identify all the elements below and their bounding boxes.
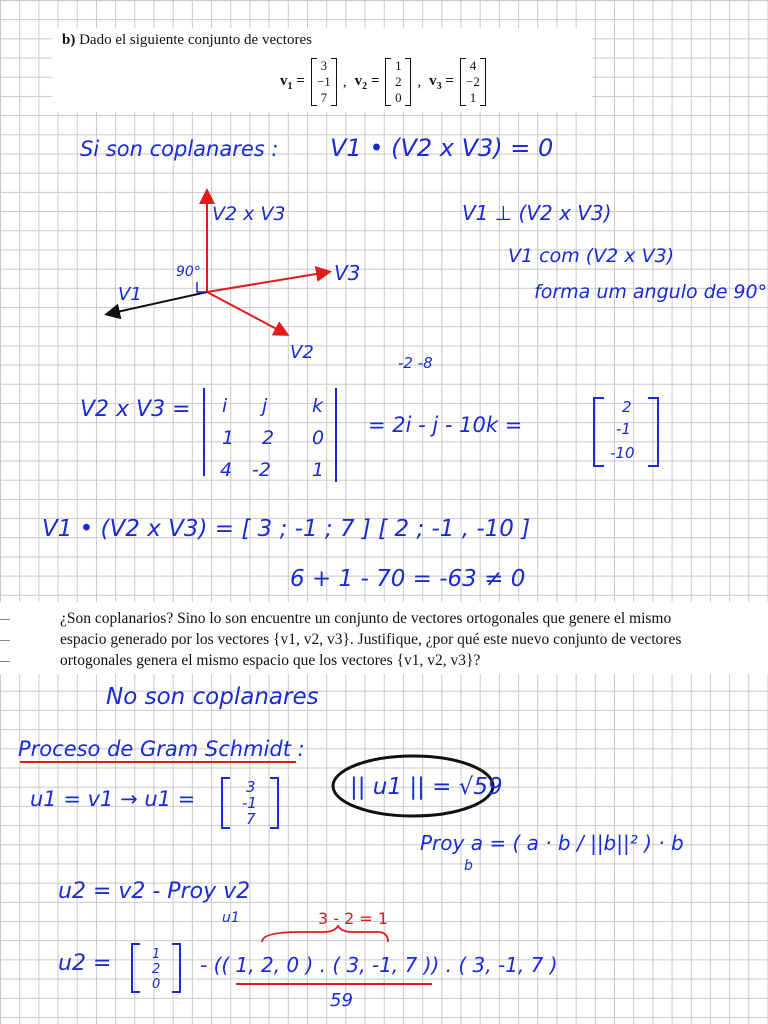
- svg-text:2: 2: [622, 398, 632, 416]
- svg-text:1: 1: [312, 459, 325, 481]
- dot-product-line: V1 • (V2 x V3) = [ 3 ; -1 ; 7 ] [ 2 ; -1 , -10 ]: [42, 516, 531, 542]
- u2-equation-rhs: - (( 1, 2, 0 ) . ( 3, -1, 7 )) . ( 3, -1, 7 ): [200, 953, 558, 977]
- v2-arrow: [207, 292, 286, 334]
- perp-statement-3: forma um angulo de 90°: [534, 281, 768, 303]
- svg-text:-1: -1: [616, 420, 631, 438]
- svg-text:i: i: [222, 395, 228, 417]
- u1-norm: || u1 || = √59: [350, 774, 503, 800]
- svg-text:2: 2: [152, 962, 161, 977]
- vector-diagram: [108, 192, 360, 363]
- v1-label: $v_1$ =: [280, 72, 305, 92]
- svg-text:7: 7: [246, 810, 256, 828]
- v3-arrow: [207, 272, 328, 292]
- problem-label: b): [62, 32, 76, 48]
- perp-statement-1: V1 ⊥ (V2 x V3): [462, 201, 612, 225]
- svg-text:0: 0: [152, 977, 161, 992]
- scratch-numbers: -2 -8: [398, 354, 433, 372]
- svg-text:1: 1: [152, 947, 161, 962]
- svg-text:-2: -2: [252, 459, 271, 481]
- question-line-1: ¿Son coplanarios? Sino lo son encuentre un conjunto de vectores ortogonales que genere el mismo: [60, 610, 672, 627]
- perp-statement-2: V1 com (V2 x V3): [508, 245, 675, 267]
- gram-schmidt-title: Proceso de Gram Schmidt :: [18, 737, 305, 761]
- svg-text:4: 4: [220, 459, 233, 481]
- v1-matrix: 3 −1 7: [311, 58, 337, 106]
- right-angle-mark: [197, 282, 207, 292]
- cross-lhs: V2 x V3 =: [80, 397, 191, 422]
- denominator: 59: [330, 990, 353, 1011]
- red-note: 3 - 2 = 1: [318, 909, 389, 928]
- triple-product-equation: V1 • (V2 x V3) = 0: [330, 134, 554, 162]
- svg-text:-10: -10: [610, 444, 635, 462]
- svg-text:-1: -1: [242, 794, 257, 812]
- cross-result-vector: [594, 398, 658, 466]
- svg-text:2: 2: [262, 427, 275, 449]
- red-brace: [262, 926, 388, 942]
- u1-definition: u1 = v1 → u1 =: [30, 787, 196, 811]
- label-v2: V2: [290, 342, 314, 363]
- projection-subscript: b: [464, 858, 473, 874]
- svg-text:j: j: [262, 395, 268, 417]
- question-line-3: ortogonales genera el mismo espacio que los vectores {v1, v2, v3}?: [60, 652, 481, 669]
- determinant: [204, 388, 336, 482]
- svg-text:k: k: [312, 395, 324, 417]
- label-cross: V2 x V3: [212, 203, 286, 225]
- v2-label: $v_2$ =: [354, 72, 380, 92]
- problem-heading-text: Dado el siguiente conjunto de vectores: [79, 32, 312, 48]
- label-v3: V3: [334, 261, 361, 285]
- vector-definitions: $v_1$ = 3 −1 7 , $v_2$ = 1 2 0 , $v_3$ = 4 −2 1: [280, 58, 488, 106]
- u1-vector: [222, 778, 278, 828]
- angle-label: 90°: [176, 264, 201, 280]
- coplanar-condition: Si son coplanares :: [80, 137, 279, 161]
- u2-subscript: u1: [222, 910, 240, 926]
- dot-product-result: 6 + 1 - 70 = -63 ≠ 0: [290, 566, 526, 592]
- label-v1: V1: [118, 284, 142, 305]
- svg-text:3: 3: [246, 778, 256, 796]
- u2-equation-lhs: u2 =: [58, 951, 112, 976]
- u2-column-vector: [132, 944, 180, 992]
- cross-result: = 2i - j - 10k =: [368, 413, 523, 437]
- question-line-2: espacio generado por los vectores {v1, v2, v3}. Justifique, ¿por qué este nuevo conjunto de vectores: [60, 631, 682, 648]
- answer-not-coplanar: No son coplanares: [106, 684, 319, 710]
- svg-text:0: 0: [312, 427, 325, 449]
- projection-formula: Proy a = ( a · b / ||b||² ) · b: [420, 831, 684, 855]
- u2-definition: u2 = v2 - Proy v2: [58, 879, 251, 904]
- v2-matrix: 1 2 0: [385, 58, 411, 106]
- v3-matrix: 4 −2 1: [460, 58, 486, 106]
- v3-label: $v_3$ =: [429, 72, 454, 92]
- svg-text:1: 1: [222, 427, 235, 449]
